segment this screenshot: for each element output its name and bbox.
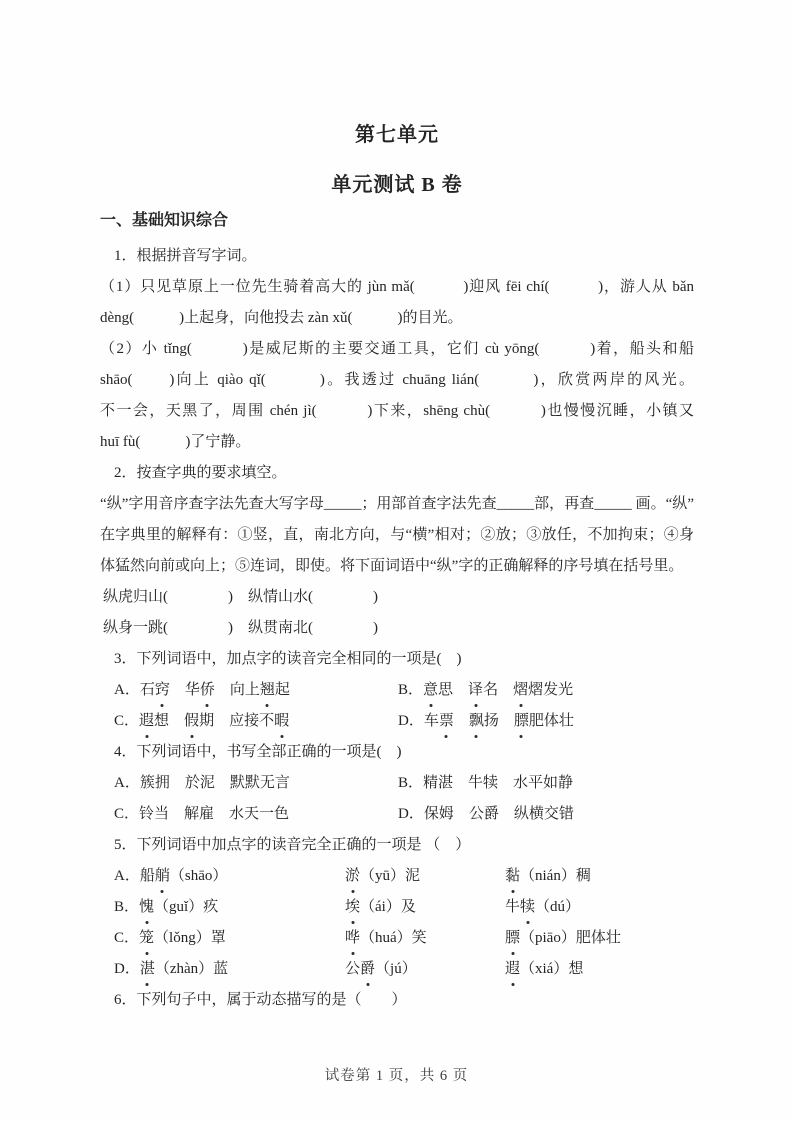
- q6-stem: 6．下列句子中，属于动态描写的是（ ）: [114, 992, 407, 1008]
- q2-line-3: 体猛然向前或向上；⑤连词，即使。将下面词语中“纵”字的正确解释的序号填在括号里。: [100, 558, 684, 574]
- dotted-char: 意: [423, 675, 438, 706]
- q1-line-4: shāo( )向上 qiào qǐ( )。我透过 chuāng lián( )，欣赏两岸的风光。: [100, 372, 694, 388]
- dotted-char: 飘: [469, 706, 484, 737]
- dotted-char: 遐: [139, 706, 154, 737]
- q2-pair-1: 纵虎归山( ) 纵情山水( ): [103, 589, 378, 605]
- q3-option-b: B．意思 译名 熠熠发光: [398, 675, 573, 706]
- q5-cell-c3: 膘（piāo）肥体壮: [505, 923, 621, 954]
- doc-content: [100, 0, 694, 1016]
- dotted-char: 湛: [140, 954, 155, 985]
- q1-line-3: （2）小 tǐng( )是威尼斯的主要交通工具，它们 cù yōng( )着，船头和船: [100, 341, 694, 357]
- q4-option-d: D．保姆 公爵 纵横交错: [398, 806, 574, 822]
- q5-cell-b3: 牛犊（dú）: [505, 892, 580, 923]
- section-heading: 一、基础知识综合: [100, 212, 229, 229]
- q1-line-5: 不一会，天黑了，周围 chén jì( )下来，shēng chù( )也慢慢沉睡，小镇又: [100, 403, 694, 419]
- q5-row-a: [100, 861, 694, 892]
- q5-row-c: [100, 923, 694, 954]
- dotted-char: 愧: [139, 892, 154, 923]
- dotted-char: 笼: [139, 923, 154, 954]
- q4-option-b: B．精湛 牛犊 水平如静: [398, 775, 574, 791]
- q4-option-c: C．铃当 解雇 水天一色: [114, 806, 290, 822]
- dotted-char: 爵: [360, 954, 375, 985]
- dotted-char: 票: [439, 706, 454, 737]
- q4-options-row-1: [100, 768, 694, 799]
- q3-options-row-2: [100, 706, 694, 737]
- q4-options-row-2: [100, 799, 694, 830]
- question-body: [100, 241, 694, 1016]
- dotted-char: 膘: [505, 923, 520, 954]
- q5-cell-b1: B．愧（guǐ）疚: [100, 899, 218, 915]
- dotted-char: 膘: [514, 706, 529, 737]
- dotted-char: 淤: [345, 861, 360, 892]
- q5-row-d: [100, 954, 694, 985]
- dotted-char: 黏: [505, 861, 520, 892]
- paper-title: 单元测试 B 卷: [331, 174, 463, 196]
- q2-line-2: 在字典里的解释有：①竖，直，南北方向，与“横”相对；②放；③放任，不加拘束；④身: [100, 527, 694, 543]
- q2-pair-2: 纵身一跳( ) 纵贯南北( ): [103, 620, 378, 636]
- dotted-char: 遐: [505, 954, 520, 985]
- q5-cell-d3: 遐（xiá）想: [505, 954, 583, 985]
- q5-cell-a2: 淤（yū）泥: [345, 861, 420, 892]
- dotted-char: 哗: [345, 923, 360, 954]
- q3-option-a: A．石窍 华侨 向上翘起: [100, 682, 290, 698]
- q5-cell-b2: 埃（ái）及: [345, 892, 416, 923]
- dotted-char: 暇: [274, 706, 289, 737]
- q3-option-d: D．车票 飘扬 膘肥体壮: [398, 706, 574, 737]
- q1-line-1: （1）只见草原上一位先生骑着高大的 jùn mǎ( )迎风 fēi chí( )，游人从 bǎn: [100, 279, 694, 295]
- dotted-char: 窍: [155, 675, 170, 706]
- q1-line-2: dèng( )上起身，向他投去 zàn xǔ( )的目光。: [100, 310, 463, 326]
- q3-options-row-1: [100, 675, 694, 706]
- q5-cell-a1: A．船艄（shāo）: [100, 868, 227, 884]
- dotted-char: 假: [184, 706, 199, 737]
- q1-stem: 1．根据拼音写字词。: [114, 248, 257, 264]
- page-footer: 试卷第 1 页，共 6 页: [324, 1068, 469, 1084]
- q5-stem: 5．下列词语中加点字的读音完全正确的一项是 （ ）: [114, 837, 471, 853]
- dotted-char: 埃: [345, 892, 360, 923]
- q4-option-a: A．簇拥 於泥 默默无言: [114, 775, 290, 791]
- dotted-char: 翘: [260, 675, 275, 706]
- dotted-char: 犊: [520, 892, 535, 923]
- q5-cell-d1: D．湛（zhàn）蓝: [100, 961, 228, 977]
- dotted-char: 艄: [155, 861, 170, 892]
- q2-stem: 2．按查字典的要求填空。: [114, 465, 287, 481]
- q5-cell-a3: 黏（nián）稠: [505, 861, 591, 892]
- q3-stem: 3．下列词语中，加点字的读音完全相同的一项是( ): [114, 651, 462, 667]
- q3-option-c: C．遐想 假期 应接不暇: [100, 713, 289, 729]
- q1-line-6: huī fù( )了宁静。: [100, 434, 251, 450]
- dotted-char: 侨: [200, 675, 215, 706]
- q5-row-b: [100, 892, 694, 923]
- q5-cell-c1: C．笼（lǒng）罩: [100, 930, 226, 946]
- dotted-char: 熠: [513, 675, 528, 706]
- q2-line-1: “纵”字用音序查字法先查大写字母_____；用部首查字法先查_____部，再查_____ 画。“纵”: [100, 496, 694, 512]
- q5-cell-c2: 哗（huá）笑: [345, 923, 427, 954]
- q5-cell-d2: 公爵（jú）: [345, 954, 417, 985]
- unit-title: 第七单元: [355, 124, 439, 146]
- dotted-char: 译: [468, 675, 483, 706]
- q4-stem: 4．下列词语中，书写全部正确的一项是( ): [114, 744, 402, 760]
